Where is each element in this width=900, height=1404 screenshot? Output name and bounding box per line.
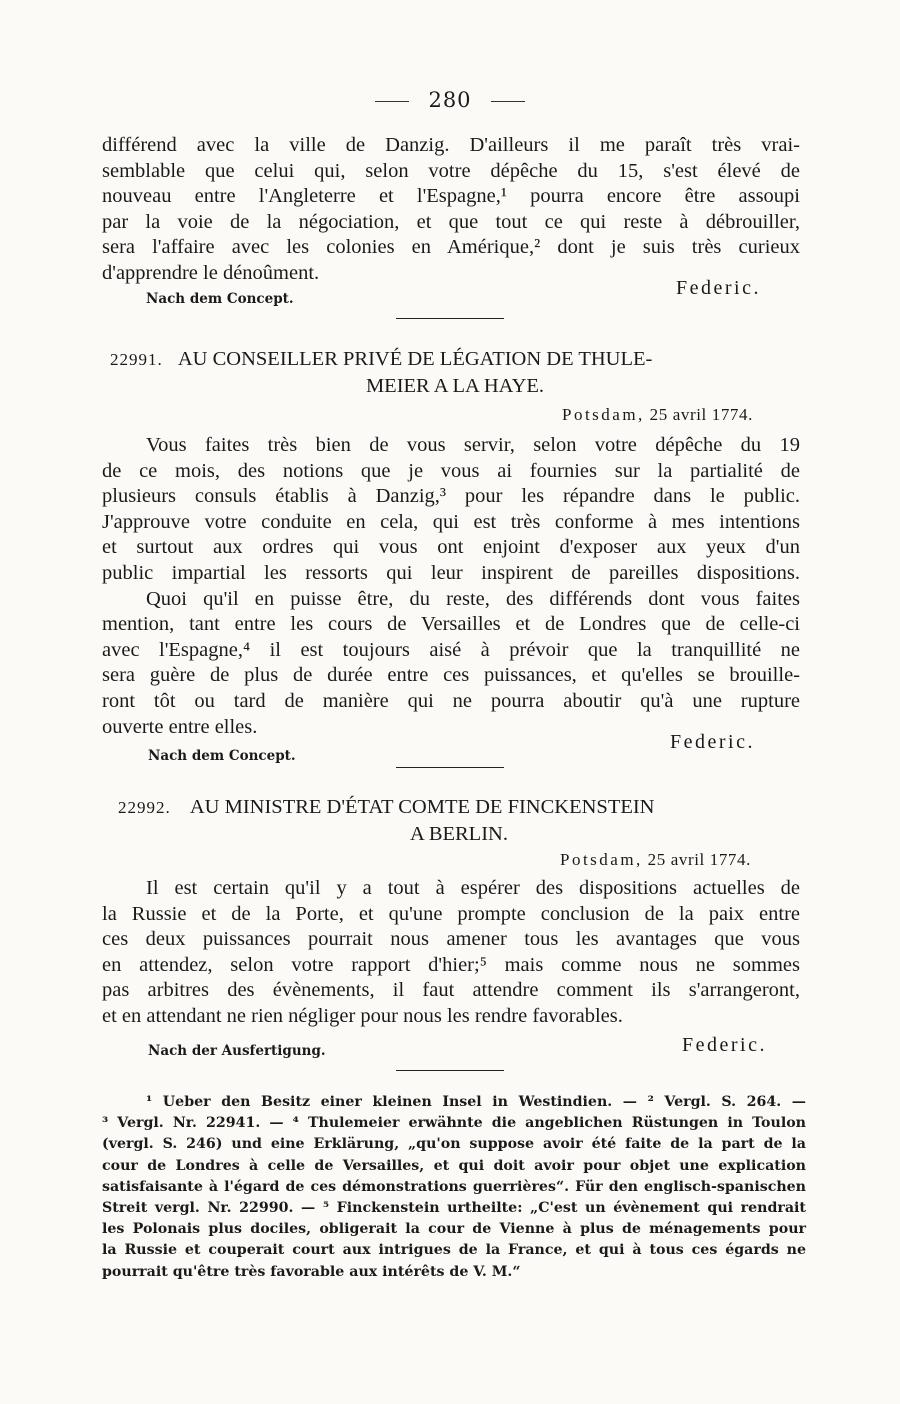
heading-line: MEIER A LA HAYE.: [365, 375, 545, 397]
page-number: 280: [428, 88, 472, 112]
text-line: pas arbitres des évènements, il faut attendre comment ils s'arrangeront,: [102, 979, 800, 1002]
letter-number: 22991.: [110, 350, 163, 369]
page-header: [0, 88, 900, 112]
footnote-line: pourrait qu'être très favorable aux intérêts de V. M.“: [102, 1263, 521, 1280]
text-line: ront tôt ou tard de manière qui ne pourra aboutir qu'à une rupture: [102, 689, 800, 712]
text-line: Vous faites très bien de vous servir, selon votre dépêche du 19: [146, 434, 800, 456]
text-line: J'approuve votre conduite en cela, qui est très conforme à mes intentions: [102, 510, 800, 533]
text-line: de ce mois, des notions que je vous ai fournies sur la partialité de: [102, 459, 800, 482]
text-line: avec l'Espagne,⁴ il est toujours aisé à prévoir que la tranquillité ne: [102, 638, 800, 661]
text-line: en attendez, selon votre rapport d'hier;⁵ mais comme nous ne sommes: [102, 953, 800, 976]
footnote-line: (vergl. S. 246) und eine Erklärung, „qu'on suppose avoir été faite de la part de la: [102, 1136, 806, 1153]
text-line: plusieurs consuls établis à Danzig,³ pour les répandre dans le public.: [102, 485, 800, 508]
header-dash-left: [375, 101, 409, 102]
date: 25 avril 1774.: [649, 405, 753, 424]
text-line: Il est certain qu'il y a tout à espérer des dispositions actuelles de: [146, 877, 800, 899]
text-line: ouverte entre elles.: [102, 715, 258, 738]
letter-heading: [118, 794, 800, 847]
footnote-line: Streit vergl. Nr. 22990. — ⁵ Finckenstein urtheilte: „C'est un évènement qui rendrait: [102, 1200, 806, 1217]
text-line: mention, tant entre les cours de Versailles et de Londres que de celle-ci: [102, 613, 800, 636]
text-line: différend avec la ville de Danzig. D'ailleurs il me paraît très vrai-: [102, 134, 800, 156]
footnote-line: ³ Vergl. Nr. 22941. — ⁴ Thulemeier erwähnte die angeblichen Rüstungen in Toulon: [102, 1115, 806, 1132]
signature: Federic.: [682, 1034, 767, 1056]
heading-line: A BERLIN.: [410, 823, 508, 845]
text-line: nouveau entre l'Angleterre et l'Espagne,¹ pourra encore être assoupi: [102, 185, 800, 208]
text-line: d'apprendre le dénoûment.: [102, 261, 320, 284]
date: 25 avril 1774.: [647, 850, 751, 869]
footnotes: [102, 1092, 806, 1283]
letter-number: 22992.: [118, 798, 171, 817]
text-line: la Russie et de la Porte, et qu'une prompte conclusion de la paix entre: [102, 902, 800, 925]
footnote-line: ¹ Ueber den Besitz einer kleinen Insel in Westindien. — ² Vergl. S. 264. —: [146, 1094, 806, 1110]
text-line: semblable que celui qui, selon votre dépêche du 15, s'est élevé de: [102, 159, 800, 182]
signature: Federic.: [670, 731, 755, 753]
letter-heading: [110, 346, 800, 399]
place: Potsdam,: [560, 850, 643, 869]
text-line: public impartial les ressorts qui leur inspirent de pareilles dispositions.: [102, 561, 800, 584]
separator-rule: [396, 1070, 504, 1071]
text-line: sera l'affaire avec les colonies en Amérique,² dont je suis très curieux: [102, 236, 800, 259]
text-line: par la voie de la négociation, et que tout ce qui reste à débrouiller,: [102, 210, 800, 233]
letter-body: [102, 433, 800, 740]
heading-line: AU MINISTRE D'ÉTAT COMTE DE FINCKENSTEIN: [189, 796, 655, 818]
text-line: sera guère de plus de durée entre ces puissances, et qu'elles se brouille-: [102, 664, 800, 687]
separator-rule: [396, 767, 504, 768]
text-line: et en attendant ne rien négliger pour nous les rendre favorables.: [102, 1004, 623, 1027]
dateline: [562, 405, 753, 425]
header-dash-right: [491, 101, 525, 102]
footnote-line: les Polonais plus dociles, obligerait la cour de Vienne à plus de ménagements pour: [102, 1221, 806, 1238]
source-note: Nach dem Concept.: [146, 291, 294, 307]
text-line: ces deux puissances pourrait nous amener tous les avantages que vous: [102, 928, 800, 951]
signature: Federic.: [676, 277, 761, 299]
footnote-line: satisfaisante à l'égard de ces démonstrations guerrières“. Für den englisch-spanischen: [102, 1178, 806, 1195]
footnote-line: cour de Londres à celle de Versailles, et qui doit avoir pour objet une explication: [102, 1157, 806, 1174]
source-note: Nach dem Concept.: [148, 748, 296, 764]
dateline: [560, 850, 751, 870]
text-line: Quoi qu'il en puisse être, du reste, des différends dont vous faites: [146, 587, 800, 610]
source-note: Nach der Ausfertigung.: [148, 1043, 326, 1059]
separator-rule: [396, 318, 504, 319]
text-line: et surtout aux ordres qui vous ont enjoint d'exposer aux yeux d'un: [102, 536, 800, 559]
footnote-line: la Russie et couperait court aux intrigues de la France, et qui à tous ces égards ne: [102, 1242, 806, 1259]
continuation-text: [102, 133, 800, 287]
letter-body: [102, 876, 800, 1030]
place: Potsdam,: [562, 405, 645, 424]
heading-line: AU CONSEILLER PRIVÉ DE LÉGATION DE THULE-: [177, 348, 653, 370]
